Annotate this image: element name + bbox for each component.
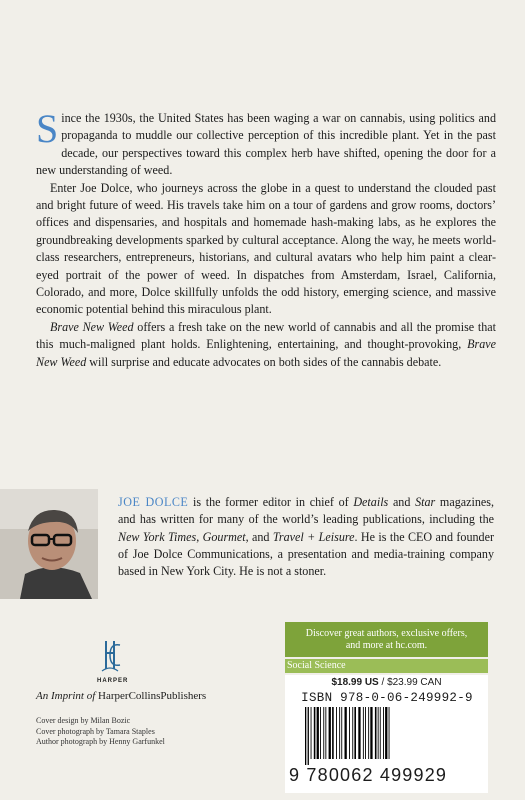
credit-line: Cover photograph by Tamara Staples xyxy=(36,726,155,736)
drop-cap: S xyxy=(36,106,59,151)
barcode-bar xyxy=(378,707,379,759)
author-photo xyxy=(0,489,98,599)
book-title: Brave New Weed xyxy=(36,337,496,369)
barcode-panel xyxy=(285,675,488,793)
barcode-bar xyxy=(341,707,342,759)
barcode-bar xyxy=(311,707,312,759)
barcode-bar xyxy=(358,707,360,759)
barcode-bar xyxy=(370,707,372,759)
barcode-bar xyxy=(308,707,309,765)
promo-line: Discover great authors, exclusive offers, xyxy=(305,628,468,639)
blurb-paragraph-2: Enter Joe Dolce, who journeys across the globe in a quest to understand the clouded past and bright future of weed. His travels take him on a tour of gardens and grow rooms, doctors’ offices and dispensaries, and hospitals and homemade hash-making labs, as he explores the groundbreaking developments sparked by cultural acceptance. Along the way, he meets world-class researchers, entrepreneurs, historians, and cultural avatars who help him paint a clear-eyed portrait of the power of weed. In dispatches from Amsterdam, Israel, California, Colorado, and more, Dolce skillfully unfolds the odd history, emerging science, and massive economic potential behind this miraculous plant. xyxy=(36,180,496,317)
blurb-p3-text-2: will surprise and educate advocates on both sides of the cannabis debate. xyxy=(86,354,442,369)
barcode-bar xyxy=(368,707,369,759)
harper-flame-icon xyxy=(92,637,132,673)
price-separator: / xyxy=(378,677,388,688)
barcode-bar xyxy=(363,707,364,759)
promo-banner xyxy=(285,622,488,657)
barcode-bar xyxy=(383,707,384,759)
barcode-bar xyxy=(349,707,350,759)
barcode-bar xyxy=(345,707,347,759)
barcode-bar xyxy=(332,707,334,759)
author-name: JOE DOLCE xyxy=(118,495,189,509)
barcode-bar xyxy=(389,707,390,759)
barcode-bar xyxy=(375,707,377,759)
barcode-bar xyxy=(320,707,321,759)
imprint-line xyxy=(36,690,206,702)
bio-text: , and xyxy=(245,529,273,544)
cover-credits xyxy=(36,716,165,748)
credit-line: Author photograph by Henny Garfunkel xyxy=(36,737,165,746)
isbn-text: ISBN 978-0-06-249992-9 xyxy=(301,691,473,705)
blurb-p3-text-1: offers a fresh take on the new world of cannabis and all the promise that this much-maligned plant holds. Enlightening, entertaining, and thought-provoking, xyxy=(36,319,497,352)
publication-name: Details xyxy=(353,495,389,509)
price-us: $18.99 US xyxy=(331,677,379,688)
bio-text: and xyxy=(388,495,416,509)
bio-text: . He is the CEO and founder of Joe Dolce Communications, a presentation and media-training company based in New York City. He is not a stoner. xyxy=(118,529,494,579)
barcode-bar xyxy=(336,707,337,759)
publication-name: Star xyxy=(415,495,436,509)
blurb-p1-text: ince the 1930s, the United States has been waging a war on cannabis, using politics and propaganda to muddle our collective perception of this incredible plant. Yet in the past decade, our perspectives toward this complex herb have shifted, opening the door for a new understanding of weed. xyxy=(36,111,496,178)
author-bio xyxy=(118,494,494,580)
credit-line: Cover design by Milan Bozic xyxy=(36,716,131,725)
bio-text: magazines, and has written for many of the world’s leading publications, including the xyxy=(118,495,494,527)
barcode-bar xyxy=(365,707,366,759)
publication-name: New York Times xyxy=(118,529,197,544)
price-line xyxy=(285,677,488,688)
barcode-bar xyxy=(339,707,340,759)
blurb-paragraph-1 xyxy=(36,106,496,180)
price-can: $23.99 CAN xyxy=(387,677,442,688)
bio-text: is the former editor in chief of xyxy=(188,495,354,509)
bio-text: , xyxy=(196,529,203,544)
harper-logo xyxy=(92,637,132,673)
cover-blurb xyxy=(36,106,497,371)
barcode-bar xyxy=(305,707,306,765)
barcode-bar xyxy=(352,707,353,759)
imprint-prefix: An Imprint of xyxy=(36,690,99,702)
barcode-bar xyxy=(380,707,381,759)
barcode-bar xyxy=(325,707,326,759)
barcode-bar xyxy=(323,707,324,759)
imprint-name: HarperCollinsPublishers xyxy=(98,690,207,702)
barcode-bar xyxy=(314,707,316,759)
barcode-icon xyxy=(303,707,483,765)
publication-name: Travel + Leisure xyxy=(272,529,355,544)
ean-digits: 9 780062 499929 xyxy=(289,765,448,785)
publication-name: Gourmet xyxy=(202,529,246,544)
book-title: Brave New Weed xyxy=(50,319,134,334)
category-label: Social Science xyxy=(285,659,488,673)
harper-wordmark: HARPER xyxy=(97,678,129,684)
blurb-paragraph-3 xyxy=(36,319,496,371)
barcode-bar xyxy=(354,707,356,759)
author-portrait-icon xyxy=(0,489,98,599)
barcode-bar xyxy=(385,707,387,759)
barcode-bar xyxy=(329,707,331,759)
barcode-bar xyxy=(317,707,319,759)
promo-line: and more at hc.com. xyxy=(345,639,428,651)
